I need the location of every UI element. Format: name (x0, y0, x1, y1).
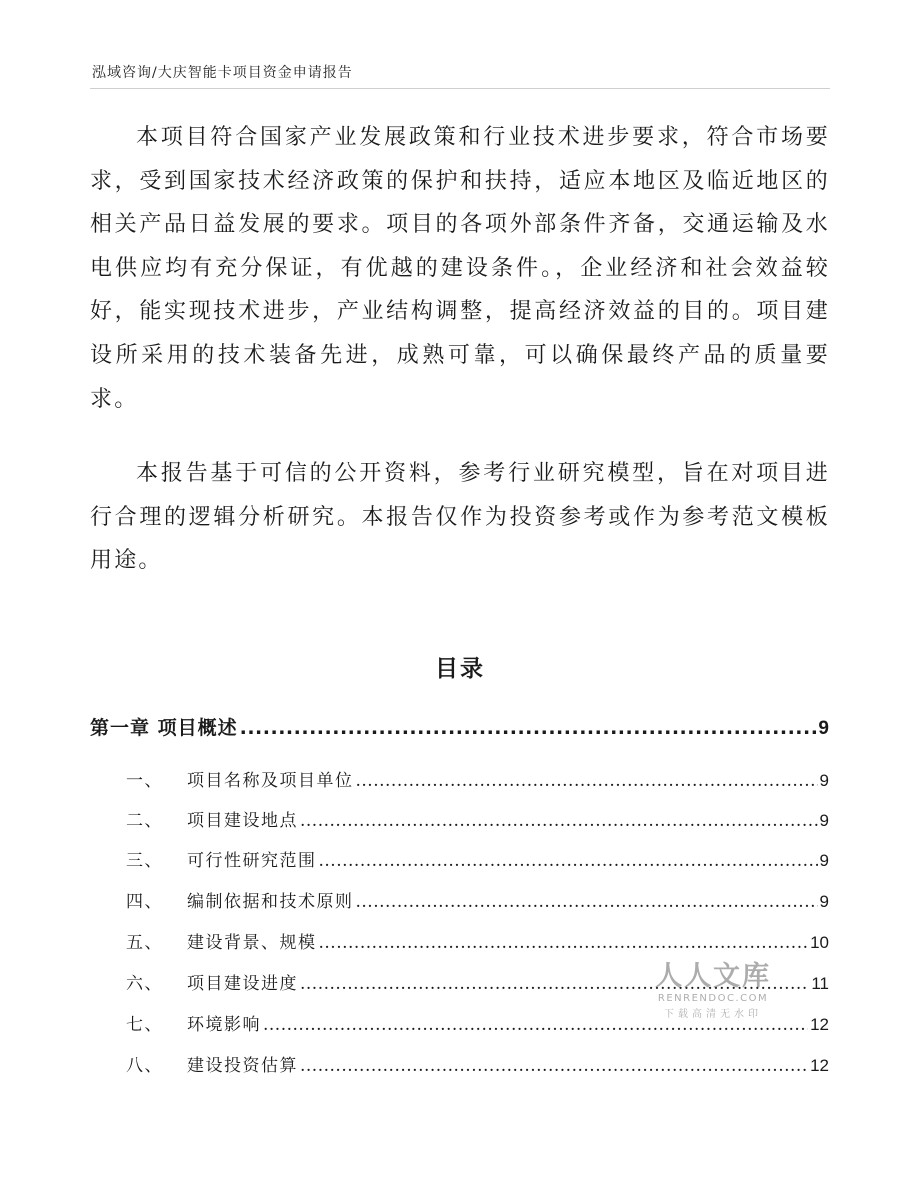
toc-section-label: 可行性研究范围 (187, 851, 317, 871)
body-paragraph: 本报告基于可信的公开资料，参考行业研究模型，旨在对项目进行合理的逻辑分析研究。本报告仅作为投资参考或作为参考范文模板用途。 (90, 461, 830, 574)
toc-section-entry[interactable] (126, 766, 829, 791)
toc-leader-dots (319, 933, 809, 953)
toc-section-label: 项目建设进度 (187, 974, 298, 994)
toc-leader-dots (240, 717, 817, 739)
toc-page-number: 9 (819, 892, 829, 911)
toc-chapter-label: 第一章 项目概述 (90, 717, 238, 739)
toc-page-number: 9 (819, 811, 829, 830)
toc-section-number: 五、 (126, 933, 163, 953)
toc-section-entry[interactable] (126, 887, 829, 912)
toc-section-number: 二、 (126, 811, 163, 831)
toc-section-label: 编制依据和技术原则 (187, 892, 354, 912)
toc-section-number: 八、 (126, 1056, 163, 1076)
toc-section-entry[interactable] (126, 928, 829, 953)
toc-section-label: 建设背景、规模 (187, 933, 317, 953)
toc-section-label: 环境影响 (187, 1015, 261, 1035)
header-divider (90, 88, 830, 89)
toc-page-number: 10 (810, 933, 829, 952)
toc-section-label: 项目名称及项目单位 (187, 771, 354, 791)
toc-leader-dots (300, 811, 818, 831)
watermark-logo (648, 962, 778, 1020)
toc-leader-dots (319, 851, 818, 871)
toc-page-number: 9 (818, 718, 829, 739)
toc-section-number: 一、 (126, 771, 163, 791)
toc-leader-dots (300, 1056, 808, 1076)
watermark-note: 下载高清无水印 (664, 1009, 762, 1020)
toc-section-number: 七、 (126, 1015, 163, 1035)
toc-section-label: 项目建设地点 (187, 811, 298, 831)
toc-page-number: 12 (810, 1015, 829, 1034)
toc-page-number: 12 (810, 1056, 829, 1075)
toc-section-entry[interactable] (126, 846, 829, 871)
toc-chapter-entry[interactable] (90, 713, 829, 740)
body-paragraph: 本项目符合国家产业发展政策和行业技术进步要求，符合市场要求，受到国家技术经济政策的保护和扶持，适应本地区及临近地区的相关产品日益发展的要求。项目的各项外部条件齐备，交通运输及水电供应均有充分保证，有优越的建设条件。，企业经济和社会效益较好，能实现技术进步，产业结构调整，提高经济效益的目的。项目建设所采用的技术装备先进，成熟可靠，可以确保最终产品的质量要求。 (90, 125, 830, 412)
toc-section-number: 六、 (126, 974, 163, 994)
toc-page-number: 11 (811, 974, 829, 993)
watermark-logo-text: 人人文库 (655, 961, 771, 992)
toc-title: 目录 (435, 656, 485, 682)
toc-section-number: 四、 (126, 892, 163, 912)
toc-section-number: 三、 (126, 851, 163, 871)
toc-page-number: 9 (819, 771, 829, 790)
watermark-domain: RENRENDOC.COM (657, 993, 769, 1004)
toc-leader-dots (356, 771, 818, 791)
toc-section-entry[interactable] (126, 1051, 829, 1076)
toc-leader-dots (356, 892, 818, 912)
document-header: 泓域咨询/大庆智能卡项目资金申请报告 (92, 65, 353, 81)
toc-page-number: 9 (819, 851, 829, 870)
toc-section-label: 建设投资估算 (187, 1056, 298, 1076)
toc-section-entry[interactable] (126, 806, 829, 831)
